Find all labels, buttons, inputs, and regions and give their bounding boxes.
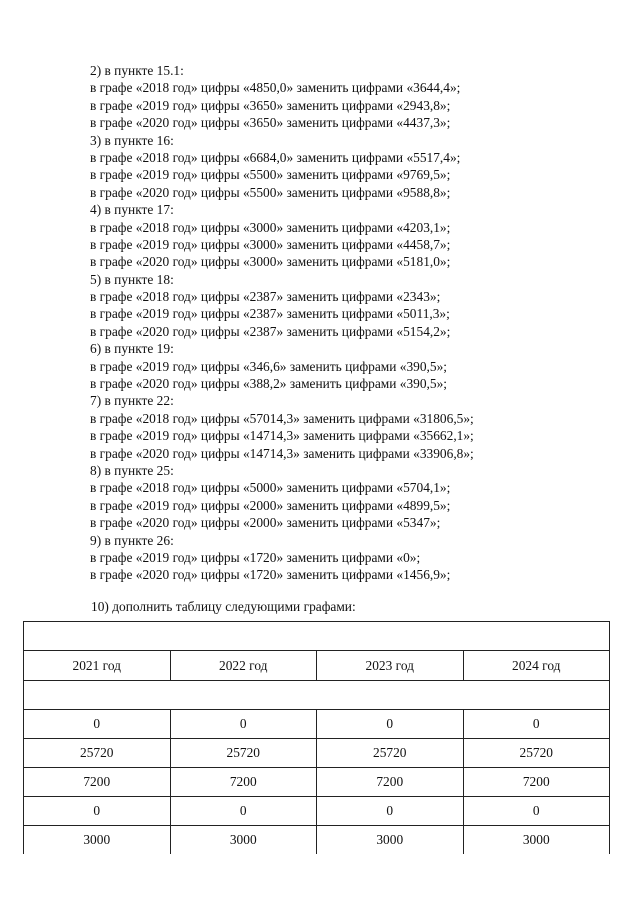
table-cell: 0	[24, 710, 171, 739]
table-cell: 0	[170, 797, 317, 826]
amendment-table	[23, 621, 610, 854]
text-line: в графе «2019 год» цифры «14714,3» заменить цифрами «35662,1»;	[90, 428, 474, 444]
table-title-cell	[24, 622, 610, 651]
text-line: в графе «2018 год» цифры «3000» заменить цифрами «4203,1»;	[90, 219, 451, 235]
text-line: в графе «2020 год» цифры «3000» заменить цифрами «5181,0»;	[90, 254, 451, 270]
text-line: в графе «2020 год» цифры «14714,3» заменить цифрами «33906,8»;	[90, 445, 474, 461]
text-line: в графе «2018 год» цифры «57014,3» заменить цифрами «31806,5»;	[90, 410, 474, 426]
header-cell: 2021 год	[24, 651, 171, 681]
table-cell: 0	[463, 797, 610, 826]
table-cell: 25720	[24, 739, 171, 768]
text-line: в графе «2019 год» цифры «5500» заменить цифрами «9769,5»;	[90, 167, 451, 183]
table-cell: 0	[24, 797, 171, 826]
header-cell: 2022 год	[170, 651, 317, 681]
table-header-row	[24, 651, 610, 681]
text-line: в графе «2018 год» цифры «6684,0» заменить цифрами «5517,4»;	[90, 149, 461, 165]
table-cell: 0	[170, 710, 317, 739]
text-line: в графе «2019 год» цифры «2000» заменить цифрами «4899,5»;	[90, 497, 451, 513]
amendment-list	[90, 62, 610, 584]
text-line: в графе «2019 год» цифры «346,6» заменить цифрами «390,5»;	[90, 358, 447, 374]
text-line: в графе «2018 год» цифры «4850,0» заменить цифрами «3644,4»;	[90, 80, 461, 96]
table-cell: 3000	[463, 826, 610, 855]
text-line: в графе «2020 год» цифры «5500» заменить цифрами «9588,8»;	[90, 184, 451, 200]
text-line: 2) в пункте 15.1:	[90, 63, 184, 78]
table-intro: 10) дополнить таблицу следующими графами:	[91, 599, 356, 614]
text-line: в графе «2018 год» цифры «2387» заменить цифрами «2343»;	[90, 289, 441, 305]
text-line: 4) в пункте 17:	[90, 202, 174, 218]
text-line: в графе «2020 год» цифры «388,2» заменить цифрами «390,5»;	[90, 376, 447, 392]
table-cell: 0	[317, 797, 464, 826]
text-line: в графе «2019 год» цифры «3000» заменить цифрами «4458,7»;	[90, 236, 451, 252]
table-cell: 3000	[317, 826, 464, 855]
table-row	[24, 768, 610, 797]
text-line: в графе «2019 год» цифры «3650» заменить цифрами «2943,8»;	[90, 97, 451, 113]
table-title-row	[24, 622, 610, 651]
header-cell: 2023 год	[317, 651, 464, 681]
text-line: в графе «2020 год» цифры «2387» заменить цифрами «5154,2»;	[90, 323, 451, 339]
text-line: в графе «2019 год» цифры «1720» заменить цифрами «0»;	[90, 549, 421, 565]
table-row	[24, 826, 610, 855]
table-cell: 7200	[317, 768, 464, 797]
table-cell: 0	[317, 710, 464, 739]
table-cell: 3000	[170, 826, 317, 855]
table-cell: 7200	[170, 768, 317, 797]
table-empty-cell	[24, 681, 610, 710]
text-line: в графе «2019 год» цифры «2387» заменить цифрами «5011,3»;	[90, 306, 450, 322]
text-line: в графе «2020 год» цифры «2000» заменить цифрами «5347»;	[90, 515, 441, 531]
table-cell: 7200	[463, 768, 610, 797]
table-row	[24, 739, 610, 768]
table-empty-row	[24, 681, 610, 710]
table-row	[24, 710, 610, 739]
table-row	[24, 797, 610, 826]
text-line: 8) в пункте 25:	[90, 462, 174, 478]
table-cell: 3000	[24, 826, 171, 855]
text-line: в графе «2020 год» цифры «3650» заменить цифрами «4437,3»;	[90, 115, 451, 131]
text-line: в графе «2018 год» цифры «5000» заменить цифрами «5704,1»;	[90, 480, 451, 496]
text-line: 3) в пункте 16:	[90, 132, 174, 148]
table-cell: 25720	[463, 739, 610, 768]
text-line: 7) в пункте 22:	[90, 393, 174, 409]
table-cell: 0	[463, 710, 610, 739]
header-cell: 2024 год	[463, 651, 610, 681]
table-cell: 7200	[24, 768, 171, 797]
text-line: в графе «2020 год» цифры «1720» заменить цифрами «1456,9»;	[90, 567, 451, 583]
table-cell: 25720	[317, 739, 464, 768]
text-line: 5) в пункте 18:	[90, 271, 174, 287]
table-cell: 25720	[170, 739, 317, 768]
text-line: 9) в пункте 26:	[90, 532, 174, 548]
text-line: 6) в пункте 19:	[90, 341, 174, 357]
